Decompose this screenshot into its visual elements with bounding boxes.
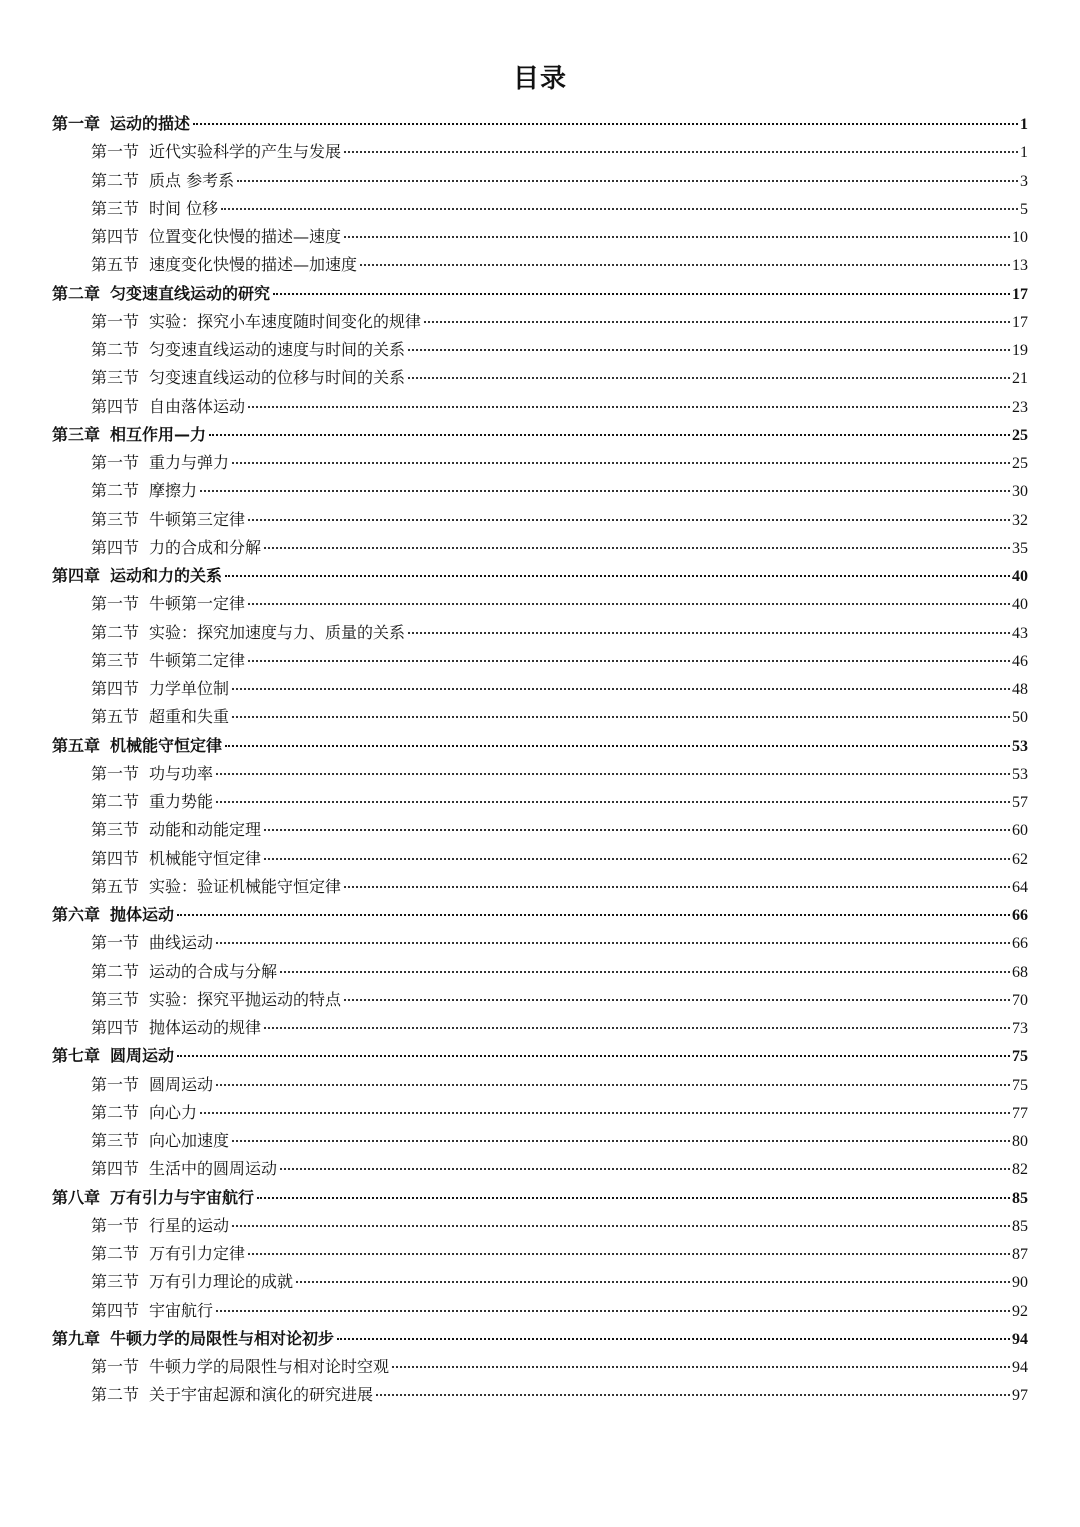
toc-entry-label: [91, 845, 261, 873]
toc-section-entry[interactable]: [52, 760, 1028, 788]
toc-section-entry[interactable]: [52, 364, 1028, 392]
toc-section-entry[interactable]: [52, 1353, 1028, 1381]
toc-entry-title: 动能和动能定理: [149, 820, 262, 840]
toc-entry-page-number: 1: [1020, 144, 1028, 162]
dot-leader: [232, 1224, 1010, 1227]
toc-entry-page-number: 80: [1012, 1133, 1028, 1150]
toc-section-entry[interactable]: [52, 477, 1028, 505]
toc-entry-page-number: 5: [1020, 200, 1028, 218]
toc-entry-number: 第三章: [52, 424, 101, 444]
toc-entry-label: [91, 647, 245, 675]
toc-entry-number: 第五节: [91, 707, 140, 727]
dot-leader: [248, 518, 1010, 521]
toc-entry-page-number: 64: [1012, 878, 1028, 896]
dot-leader: [216, 800, 1010, 803]
toc-entry-page-number: 62: [1012, 850, 1028, 868]
toc-entry-title: 万有引力理论的成就: [149, 1272, 294, 1292]
toc-section-entry[interactable]: [52, 1155, 1028, 1183]
toc-entry-number: 第一节: [91, 142, 140, 162]
dot-leader: [264, 857, 1010, 860]
toc-section-entry[interactable]: [52, 308, 1028, 336]
toc-chapter-entry[interactable]: [52, 732, 1028, 760]
toc-entry-page-number: 23: [1012, 398, 1028, 416]
toc-entry-label: [91, 703, 229, 731]
toc-entry-number: 第一节: [91, 1074, 140, 1094]
toc-section-entry[interactable]: [52, 873, 1028, 901]
dot-leader: [232, 687, 1010, 690]
toc-entry-number: 第四节: [91, 679, 140, 698]
toc-entry-page-number: 32: [1012, 511, 1028, 529]
dot-leader: [232, 461, 1010, 464]
toc-entry-title: 时间 位移: [149, 198, 219, 218]
dot-leader: [344, 150, 1018, 153]
dot-leader: [225, 744, 1010, 747]
dot-leader: [232, 1139, 1010, 1142]
toc-entry-label: [91, 1353, 389, 1381]
toc-entry-page-number: 57: [1012, 794, 1028, 811]
toc-entry-title: 近代实验科学的产生与发展: [149, 142, 342, 162]
toc-entry-number: 第四章: [52, 566, 101, 585]
toc-entry-number: 第一节: [91, 594, 140, 614]
toc-entry-number: 第三节: [91, 650, 140, 670]
toc-entry-page-number: 17: [1012, 313, 1028, 331]
toc-section-entry[interactable]: [52, 223, 1028, 251]
dot-leader: [232, 715, 1010, 718]
toc-entry-page-number: 30: [1012, 483, 1028, 501]
toc-entry-page-number: 60: [1012, 822, 1028, 840]
toc-entry-page-number: 13: [1012, 257, 1028, 275]
toc-entry-title: 运动的合成与分解: [149, 961, 278, 981]
toc-entry-title: 抛体运动的规律: [149, 1018, 262, 1037]
toc-section-entry[interactable]: [52, 788, 1028, 816]
toc-entry-number: 第三节: [91, 198, 140, 218]
toc-entry-number: 第一节: [91, 1215, 140, 1235]
toc-entry-page-number: 21: [1012, 370, 1028, 388]
dot-leader: [360, 263, 1010, 266]
toc-section-entry[interactable]: [52, 703, 1028, 731]
toc-entry-title: 圆周运动: [110, 1046, 175, 1066]
toc-entry-number: 第二节: [91, 170, 140, 190]
dot-leader: [376, 1393, 1010, 1396]
toc-entry-number: 第一节: [91, 763, 140, 783]
toc-entry-label: [91, 760, 213, 788]
toc-entry-title: 功与功率: [149, 763, 214, 783]
toc-entry-title: 牛顿第二定律: [149, 650, 246, 670]
dot-leader: [248, 405, 1010, 408]
dot-leader: [177, 913, 1010, 916]
toc-entry-page-number: 82: [1012, 1161, 1028, 1179]
toc-entry-label: [91, 477, 197, 505]
toc-entry-number: 第六章: [52, 905, 101, 924]
toc-entry-page-number: 1: [1020, 116, 1028, 133]
dot-leader: [296, 1280, 1010, 1283]
toc-entry-label: [91, 534, 261, 562]
toc-chapter-entry[interactable]: [52, 280, 1028, 308]
dot-leader: [337, 1337, 1010, 1340]
toc-chapter-entry[interactable]: [52, 1184, 1028, 1212]
toc-entry-title: 匀变速直线运动的速度与时间的关系: [149, 340, 406, 359]
toc-entry-title: 牛顿力学的局限性与相对论时空观: [149, 1357, 390, 1376]
toc-entry-label: [52, 280, 270, 308]
toc-section-entry[interactable]: [52, 1212, 1028, 1240]
toc-entry-title: 实验：探究加速度与力、质量的关系: [149, 622, 406, 642]
toc-entry-label: [91, 506, 245, 534]
toc-entry-label: [91, 1212, 229, 1240]
toc-entry-title: 关于宇宙起源和演化的研究进展: [149, 1385, 374, 1405]
toc-entry-number: 第一章: [52, 114, 101, 133]
dot-leader: [177, 1054, 1010, 1057]
toc-entry-title: 摩擦力: [149, 481, 198, 501]
toc-entry-title: 牛顿第一定律: [149, 594, 246, 614]
toc-section-entry[interactable]: [52, 449, 1028, 477]
toc-entry-number: 第三节: [91, 1272, 140, 1292]
toc-chapter-entry[interactable]: [52, 562, 1028, 590]
toc-entry-title: 圆周运动: [149, 1074, 214, 1094]
toc-entry-page-number: 73: [1012, 1020, 1028, 1037]
toc-entry-number: 第二节: [91, 792, 140, 811]
toc-entry-number: 第二节: [91, 622, 140, 642]
toc-entry-title: 宇宙航行: [149, 1300, 214, 1320]
dot-leader: [209, 433, 1010, 436]
toc-section-entry[interactable]: [52, 251, 1028, 279]
dot-leader: [216, 1083, 1010, 1086]
toc-entry-title: 位置变化快慢的描述—速度: [149, 227, 342, 246]
toc-entry-number: 第二节: [91, 961, 140, 981]
toc-entry-title: 运动和力的关系: [110, 566, 223, 585]
dot-leader: [392, 1365, 1010, 1368]
toc-section-entry[interactable]: [52, 506, 1028, 534]
toc-entry-page-number: 17: [1012, 285, 1028, 303]
toc-entry-label: [91, 816, 261, 844]
toc-section-entry[interactable]: [52, 1071, 1028, 1099]
toc-entry-label: [91, 1127, 229, 1155]
toc-entry-page-number: 94: [1012, 1359, 1028, 1376]
toc-entry-label: [91, 1268, 293, 1296]
toc-entry-label: [91, 195, 218, 223]
dot-leader: [280, 1167, 1010, 1170]
toc-entry-title: 牛顿力学的局限性与相对论初步: [110, 1328, 335, 1348]
toc-entry-number: 第三节: [91, 509, 140, 529]
toc-entry-number: 第五章: [52, 735, 101, 755]
toc-entry-label: [91, 167, 234, 195]
toc-entry-page-number: 53: [1012, 737, 1028, 755]
toc-entry-title: 相互作用—力: [110, 424, 207, 444]
toc-section-entry[interactable]: [52, 1099, 1028, 1127]
toc-entry-page-number: 66: [1012, 907, 1028, 924]
toc-entry-label: [52, 1325, 334, 1353]
toc-section-entry[interactable]: [52, 845, 1028, 873]
toc-section-entry[interactable]: [52, 647, 1028, 675]
toc-entry-page-number: 10: [1012, 229, 1028, 246]
dot-leader: [408, 376, 1010, 379]
toc-section-entry[interactable]: [52, 1127, 1028, 1155]
toc-entry-label: [91, 1297, 213, 1325]
dot-leader: [248, 659, 1010, 662]
toc-entry-title: 匀变速直线运动的位移与时间的关系: [149, 368, 406, 388]
toc-section-entry[interactable]: [52, 816, 1028, 844]
toc-entry-page-number: 25: [1012, 426, 1028, 444]
toc-section-entry[interactable]: [52, 138, 1028, 166]
toc-entry-page-number: 75: [1012, 1076, 1028, 1094]
toc-section-entry[interactable]: [52, 590, 1028, 618]
toc-entry-page-number: 90: [1012, 1274, 1028, 1292]
toc-section-entry[interactable]: [52, 929, 1028, 957]
dot-leader: [264, 1026, 1010, 1029]
dot-leader: [408, 631, 1010, 634]
toc-entry-title: 超重和失重: [149, 707, 230, 727]
toc-entry-number: 第二节: [91, 481, 140, 501]
toc-section-entry[interactable]: [52, 1381, 1028, 1409]
dot-leader: [193, 122, 1018, 125]
toc-entry-number: 第一节: [91, 453, 140, 472]
toc-entry-title: 运动的描述: [110, 114, 191, 133]
toc-entry-page-number: 70: [1012, 991, 1028, 1009]
toc-entry-page-number: 48: [1012, 681, 1028, 698]
toc-entry-title: 向心加速度: [149, 1131, 230, 1150]
dot-leader: [273, 292, 1010, 295]
toc-entry-number: 第一节: [91, 1357, 140, 1376]
toc-entry-number: 第四节: [91, 537, 140, 557]
toc-section-entry[interactable]: [52, 619, 1028, 647]
toc-chapter-entry[interactable]: [52, 901, 1028, 929]
toc-entry-label: [91, 1381, 373, 1409]
toc-entry-label: [91, 449, 229, 477]
toc-entry-page-number: 46: [1012, 652, 1028, 670]
toc-section-entry[interactable]: [52, 534, 1028, 562]
toc-entry-number: 第四节: [91, 1159, 140, 1179]
toc-entry-page-number: 92: [1012, 1302, 1028, 1320]
toc-entry-title: 生活中的圆周运动: [149, 1159, 278, 1179]
toc-section-entry[interactable]: [52, 1240, 1028, 1268]
dot-leader: [408, 348, 1010, 351]
toc-entry-label: [91, 873, 341, 901]
toc-entry-number: 第五节: [91, 255, 140, 275]
toc-entry-title: 牛顿第三定律: [149, 509, 246, 529]
toc-entry-label: [52, 110, 190, 138]
dot-leader: [344, 885, 1010, 888]
toc-entry-title: 机械能守恒定律: [149, 848, 262, 868]
toc-entry-label: [91, 590, 245, 618]
toc-entry-number: 第三节: [91, 1131, 140, 1150]
toc-entry-page-number: 75: [1012, 1048, 1028, 1066]
toc-entry-title: 实验：探究小车速度随时间变化的规律: [149, 311, 422, 331]
toc-entry-title: 实验：验证机械能守恒定律: [149, 876, 342, 896]
toc-entry-page-number: 50: [1012, 709, 1028, 727]
toc-entry-page-number: 85: [1012, 1189, 1028, 1207]
toc-entry-label: [91, 675, 229, 703]
toc-entry-label: [91, 364, 405, 392]
toc-entry-number: 第四节: [91, 1018, 140, 1037]
dot-leader: [344, 235, 1010, 238]
dot-leader: [216, 772, 1010, 775]
toc-entry-number: 第一节: [91, 933, 140, 953]
toc-entry-page-number: 43: [1012, 624, 1028, 642]
toc-entry-title: 重力与弹力: [149, 453, 230, 472]
toc-entry-number: 第二节: [91, 1385, 140, 1405]
dot-leader: [225, 574, 1010, 577]
toc-entry-label: [91, 1014, 261, 1042]
dot-leader: [264, 828, 1010, 831]
toc-entry-number: 第二节: [91, 1244, 140, 1263]
toc-entry-page-number: 53: [1012, 765, 1028, 783]
toc-entry-page-number: 77: [1012, 1104, 1028, 1122]
page-title: 目录: [512, 64, 567, 94]
dot-leader: [221, 207, 1018, 210]
toc-entry-title: 力学单位制: [149, 679, 230, 698]
toc-chapter-entry[interactable]: [52, 421, 1028, 449]
toc-entry-label: [91, 223, 341, 251]
dot-leader: [200, 489, 1010, 492]
toc-section-entry[interactable]: [52, 675, 1028, 703]
toc-entry-title: 万有引力定律: [149, 1244, 246, 1263]
toc-entry-label: [91, 251, 357, 279]
toc-entry-label: [91, 986, 341, 1014]
toc-entry-number: 第四节: [91, 1300, 140, 1320]
toc-section-entry[interactable]: [52, 393, 1028, 421]
toc-section-entry[interactable]: [52, 336, 1028, 364]
toc-section-entry[interactable]: [52, 1297, 1028, 1325]
toc-entry-title: 实验：探究平抛运动的特点: [149, 989, 342, 1009]
toc-entry-title: 向心力: [149, 1102, 198, 1122]
toc-entry-label: [52, 1042, 174, 1070]
toc-entry-title: 机械能守恒定律: [110, 735, 223, 755]
toc-entry-label: [91, 619, 405, 647]
toc-entry-label: [91, 308, 421, 336]
toc-section-entry[interactable]: [52, 986, 1028, 1014]
toc-section-entry[interactable]: [52, 958, 1028, 986]
toc-entry-label: [52, 421, 206, 449]
toc-entry-page-number: 19: [1012, 342, 1028, 359]
toc-entry-title: 重力势能: [149, 792, 214, 811]
toc-entry-title: 速度变化快慢的描述—加速度: [149, 255, 358, 275]
dot-leader: [248, 602, 1010, 605]
toc-entry-number: 第四节: [91, 227, 140, 246]
toc-entry-title: 力的合成和分解: [149, 537, 262, 557]
toc-chapter-entry[interactable]: [52, 1325, 1028, 1353]
toc-entry-page-number: 97: [1012, 1387, 1028, 1405]
toc-entry-label: [91, 1071, 213, 1099]
toc-entry-number: 第三节: [91, 820, 140, 840]
toc-entry-number: 第三节: [91, 368, 140, 388]
toc-entry-page-number: 66: [1012, 935, 1028, 953]
toc-entry-number: 第四节: [91, 396, 140, 416]
dot-leader: [424, 320, 1010, 323]
toc-entry-title: 自由落体运动: [149, 396, 246, 416]
toc-entry-label: [91, 1099, 197, 1127]
toc-entry-number: 第二章: [52, 283, 101, 303]
dot-leader: [216, 1309, 1010, 1312]
toc-entry-title: 行星的运动: [149, 1215, 230, 1235]
toc-entry-title: 质点 参考系: [149, 170, 235, 190]
toc-entry-page-number: 87: [1012, 1246, 1028, 1263]
toc-entry-title: 抛体运动: [110, 905, 175, 924]
toc-entry-page-number: 3: [1020, 172, 1028, 190]
toc-entry-label: [91, 1240, 245, 1268]
toc-entry-title: 万有引力与宇宙航行: [110, 1187, 255, 1207]
toc-section-entry[interactable]: [52, 1014, 1028, 1042]
toc-entry-label: [91, 788, 213, 816]
toc-entry-page-number: 25: [1012, 455, 1028, 472]
toc-entry-number: 第八章: [52, 1187, 101, 1207]
toc-entry-label: [52, 732, 222, 760]
toc-entry-number: 第七章: [52, 1046, 101, 1066]
toc-entry-page-number: 94: [1012, 1330, 1028, 1348]
toc-entry-page-number: 68: [1012, 963, 1028, 981]
toc-entry-label: [91, 393, 245, 421]
toc-entry-label: [52, 901, 174, 929]
toc-entry-label: [91, 1155, 277, 1183]
toc-entry-page-number: 40: [1012, 568, 1028, 585]
toc-entry-title: 曲线运动: [149, 933, 214, 953]
toc-entry-label: [52, 1184, 254, 1212]
toc-entry-number: 第二节: [91, 340, 140, 359]
dot-leader: [257, 1196, 1010, 1199]
dot-leader: [280, 970, 1010, 973]
toc-chapter-entry[interactable]: [52, 110, 1028, 138]
toc-entry-title: 匀变速直线运动的研究: [110, 283, 271, 303]
dot-leader: [264, 546, 1010, 549]
toc-entry-label: [91, 958, 277, 986]
toc-entry-label: [91, 138, 341, 166]
toc-entry-number: 第一节: [91, 311, 140, 331]
toc-entry-label: [91, 336, 405, 364]
toc-entry-number: 第二节: [91, 1102, 140, 1122]
toc-chapter-entry[interactable]: [52, 1042, 1028, 1070]
toc-entry-label: [91, 929, 213, 957]
toc-list: [52, 110, 1028, 1410]
toc-section-entry[interactable]: [52, 1268, 1028, 1296]
dot-leader: [248, 1252, 1010, 1255]
toc-entry-number: 第四节: [91, 848, 140, 868]
toc-section-entry[interactable]: [52, 195, 1028, 223]
toc-entry-label: [52, 562, 222, 590]
dot-leader: [200, 1111, 1010, 1114]
toc-entry-number: 第五节: [91, 876, 140, 896]
toc-entry-number: 第九章: [52, 1328, 101, 1348]
dot-leader: [344, 998, 1010, 1001]
toc-entry-page-number: 35: [1012, 539, 1028, 557]
dot-leader: [237, 179, 1018, 182]
toc-entry-page-number: 40: [1012, 596, 1028, 614]
toc-entry-page-number: 85: [1012, 1217, 1028, 1235]
toc-entry-number: 第三节: [91, 989, 140, 1009]
toc-section-entry[interactable]: [52, 167, 1028, 195]
dot-leader: [216, 941, 1010, 944]
